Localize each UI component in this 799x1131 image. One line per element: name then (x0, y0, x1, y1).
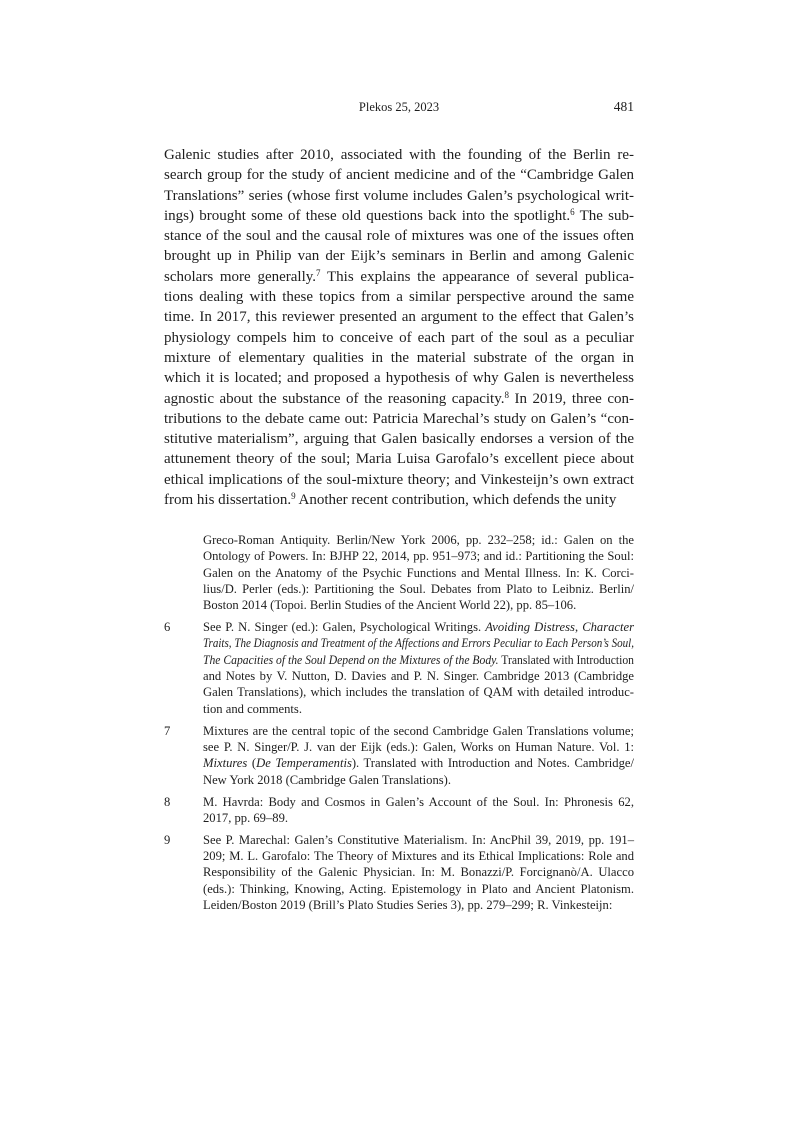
footnote-ref: 9 (291, 491, 296, 502)
text-line (203, 532, 634, 548)
footnote-text (203, 794, 634, 827)
page-number: 481 (613, 99, 634, 114)
footnote-number: 8 (164, 794, 171, 809)
text-run: Another recent contribution, which defends the unity (295, 492, 617, 509)
body-paragraph (164, 145, 634, 510)
text-run: M. Havrda: Body and Cosmos in Galen’s Account of the Soul. In: Phronesis 62, (203, 794, 634, 809)
journal-title: Plekos 25, 2023 (358, 100, 440, 114)
text-line (164, 409, 634, 429)
text-run: tion and comments. (203, 701, 302, 716)
text-line (203, 619, 634, 635)
text-line (203, 565, 634, 581)
text-run: which it is located; and proposed a hypothesis of why Galen is nevertheless (164, 370, 634, 387)
text-line (164, 368, 634, 388)
text-line (203, 755, 634, 771)
footnote-text (203, 832, 634, 913)
text-line (164, 429, 634, 449)
text-line (164, 490, 634, 510)
text-line (203, 668, 634, 684)
text-run: physiology compels him to conceive of each part of the soul as a peculiar (164, 329, 634, 346)
text-run: and Notes by V. Nutton, D. Davies and P. N. Singer. Cambridge 2013 (Cambridge (203, 669, 634, 684)
italic-title: Avoiding Distress (485, 620, 575, 635)
text-run: In 2019, three con- (509, 390, 634, 407)
text-line (203, 772, 634, 788)
text-line (164, 389, 634, 409)
footnotes (164, 532, 634, 919)
text-run: Responsibility of the Galenic Physician. In: M. Bonazzi/P. Forcignanò/A. Ulacco (203, 865, 634, 880)
text-run: The sub- (574, 207, 634, 224)
text-run: See P. N. Singer (ed.): Galen, Psychological Writings. (203, 620, 486, 635)
text-line (203, 684, 634, 700)
footnote-text (203, 619, 634, 717)
text-run: attunement theory of the soul; Maria Luisa Garofalo’s excellent piece about (164, 451, 634, 468)
footnote (164, 532, 634, 613)
text-run: tributions to the debate came out: Patricia Marechal’s study on Galen’s “con- (164, 410, 634, 427)
text-run: Mixtures are the central topic of the second Cambridge Galen Translations volume; (203, 723, 634, 738)
footnote-ref: 8 (504, 389, 510, 400)
text-run: Translations” series (whose first volume includes Galen’s psychological writ- (164, 187, 634, 204)
text-run: time. In 2017, this reviewer presented an argument to the effect that Galen’s (164, 309, 634, 326)
text-line (164, 328, 634, 348)
text-line (203, 881, 634, 897)
footnote-number: 6 (164, 620, 171, 635)
text-run: Galen on the Anatomy of the Psychic Functions and Mental Illness. In: K. Corci- (203, 565, 634, 580)
text-run: see P. N. Singer/P. J. van der Eijk (eds.): Galen, Works on Human Nature. Vol. 1: (203, 739, 634, 754)
italic-title: Traits, The Diagnosis and Treatment of the Affections and Errors Peculiar to Each Person’s Soul, (203, 636, 634, 651)
text-run: from his dissertation. (164, 492, 292, 509)
text-line (203, 701, 634, 717)
text-run: tions dealing with these topics from a similar perspective around the same (164, 289, 634, 306)
footnote (164, 794, 634, 827)
text-run: 2017, pp. 69–89. (203, 810, 289, 825)
text-line (164, 186, 634, 206)
text-line (164, 145, 634, 165)
text-run: , (574, 620, 583, 635)
footnote-number: 9 (164, 832, 171, 847)
text-run: Translated with Introduction (498, 652, 634, 667)
text-line (164, 307, 634, 327)
text-line (203, 597, 634, 613)
text-run: 209; M. L. Garofalo: The Theory of Mixtures and its Ethical Implications: Role and (203, 849, 634, 864)
italic-title: Mixtures (203, 756, 248, 771)
text-line (164, 206, 634, 226)
text-run: Greco-Roman Antiquity. Berlin/New York 2006, pp. 232–258; id.: Galen on the (203, 533, 634, 547)
running-head (164, 100, 634, 118)
text-run: brought up in Philip van der Eijk’s seminars in Berlin and among Galenic (164, 248, 634, 265)
text-line (203, 581, 634, 597)
text-run: See P. Marechal: Galen’s Constitutive Materialism. In: AncPhil 39, 2019, pp. 191– (203, 832, 634, 847)
text-line (164, 246, 634, 266)
italic-title: Character (582, 620, 634, 635)
text-line (203, 848, 634, 864)
text-line (164, 226, 634, 246)
italic-title: The Capacities of the Soul Depend on the Mixtures of the Body. (203, 652, 499, 667)
footnote-text (203, 532, 634, 613)
text-run: mixture of elementary qualities in the material substrate of the organ in (164, 349, 634, 366)
text-line (203, 635, 634, 651)
text-line (203, 548, 634, 564)
text-line (203, 723, 634, 739)
text-line (164, 449, 634, 469)
text-line (164, 165, 634, 185)
text-line (203, 864, 634, 880)
text-run: Leiden/Boston 2019 (Brill’s Plato Studies Series 3), pp. 279–299; R. Vinkesteijn: (203, 897, 613, 912)
footnote-ref: 6 (570, 206, 575, 217)
text-line (203, 794, 634, 810)
text-line (203, 739, 634, 755)
footnote-text (203, 723, 634, 788)
text-line (203, 810, 634, 826)
text-line (203, 832, 634, 848)
text-run: stitutive materialism”, arguing that Galen basically endorses a version of the (164, 431, 634, 448)
text-line (164, 287, 634, 307)
text-run: ethical implications of the soul-mixture theory; and Vinkesteijn’s own extract (164, 471, 634, 488)
text-run: agnostic about the substance of the reasoning capacity. (164, 390, 505, 407)
text-line (164, 470, 634, 490)
footnote (164, 723, 634, 788)
text-run: This explains the appearance of several publica- (320, 268, 635, 285)
text-run: search group for the study of ancient medicine and of the “Cambridge Galen (164, 167, 634, 184)
text-run: ings) brought some of these old questions back into the spotlight. (164, 207, 571, 224)
footnote (164, 832, 634, 913)
text-run: ). Translated with Introduction and Notes. Cambridge/ (351, 756, 634, 771)
text-run: ( (247, 756, 257, 771)
text-line (164, 267, 634, 287)
text-run: Ontology of Powers. In: BJHP 22, 2014, pp. 951–973; and id.: Partitioning the Soul: (203, 549, 634, 564)
text-run: (eds.): Thinking, Knowing, Acting. Epistemology in Plato and Ancient Platonism. (203, 881, 634, 896)
text-line (203, 897, 634, 913)
text-run: scholars more generally. (164, 268, 317, 285)
text-run: lius/D. Perler (eds.): Partitioning the Soul. Debates from Plato to Leibniz. Berlin/ (203, 581, 634, 596)
italic-title: De Temperamentis (256, 756, 352, 771)
text-run: stance of the soul and the causal role of mixtures was one of the issues often (164, 228, 634, 245)
text-run: Galen Translations), which includes the translation of QAM with detailed introduc- (203, 685, 634, 700)
text-run: Galenic studies after 2010, associated with the founding of the Berlin re- (164, 147, 634, 163)
text-run: Boston 2014 (Topoi. Berlin Studies of the Ancient World 22), pp. 85–106. (203, 598, 577, 613)
footnote-ref: 7 (316, 267, 321, 278)
footnote (164, 619, 634, 717)
text-line (164, 348, 634, 368)
footnote-number: 7 (164, 723, 171, 738)
text-run: New York 2018 (Cambridge Galen Translations). (203, 772, 452, 787)
text-line (203, 652, 634, 668)
